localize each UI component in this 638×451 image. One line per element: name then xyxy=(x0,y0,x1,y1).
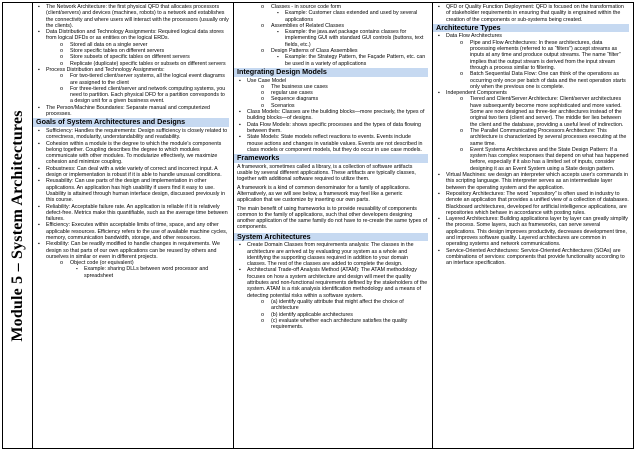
bullet-item xyxy=(36,241,229,260)
bullet-text: Example: sharing DLLs between word processor and spreadsheet xyxy=(84,266,209,279)
bullet-text: Layered Architectures: Building applications layer by layer can greatly simplify the process. Some layers, such as frameworks, can serve several applications. This design improves productivity, decreases development time, and improves software quality. Layered architectures are common in operating systems and network communications. xyxy=(446,216,628,248)
circle-bullet-icon: o xyxy=(261,96,265,103)
bullet-list xyxy=(36,128,229,279)
square-bullet-icon: ▪ xyxy=(277,54,279,60)
square-bullet-icon: ▪ xyxy=(38,29,40,36)
square-bullet-icon: ▪ xyxy=(438,4,440,10)
bullet-text: Example: Customer class extended and used by several applications xyxy=(285,10,418,23)
bullet-text: Event Systems Architectures and the State Design Pattern: If a system has complex responses that depend on what has happened before, especially if it also has a limited set of inputs, consider designing it as an Event System using a State design pattern. xyxy=(470,146,629,172)
sub-sub-bullet-item xyxy=(36,266,229,279)
bullet-text: Classes - in source code form xyxy=(271,4,342,10)
square-bullet-icon: ▪ xyxy=(438,216,440,223)
section-heading: Goals of System Architectures and Designs xyxy=(33,118,229,127)
square-bullet-icon: ▪ xyxy=(239,109,241,116)
sub-bullet-item xyxy=(36,73,229,86)
square-bullet-icon: ▪ xyxy=(38,127,40,134)
square-bullet-icon: ▪ xyxy=(438,190,440,197)
bullet-item xyxy=(237,134,428,153)
bullet-item xyxy=(36,4,229,29)
square-bullet-icon: ▪ xyxy=(438,90,440,97)
circle-bullet-icon: o xyxy=(460,146,464,153)
circle-bullet-icon: o xyxy=(261,317,265,324)
sub-bullet-item xyxy=(436,128,629,147)
section-heading: Frameworks xyxy=(234,154,428,163)
bullet-text: Batch Sequential Data Flow: One can think of the operations as occurring only once per batch of data and the next operation starts only when the previous one is complete. xyxy=(470,71,626,90)
circle-bullet-icon: o xyxy=(60,73,64,80)
sub-bullet-item xyxy=(436,96,629,127)
bullet-text: Replicate (duplicate) specific tables or subsets on different servers xyxy=(70,60,226,67)
section-heading: Integrating Design Models xyxy=(234,68,428,77)
bullet-text: QFD or Quality Function Deployment: QFD is focused on the transformation of stakeholder requirements in ensuring that quality is engrained within the creation of the components or sub-systems being created. xyxy=(446,4,624,23)
sub-bullet-item xyxy=(436,40,629,71)
bullet-list xyxy=(436,4,629,23)
bullet-text: Flexibility: Can be readily modified to handle changes in requirements. We design so that parts of our own applications can be reused by others and ourselves in similar or even in different projects. xyxy=(46,241,220,260)
square-bullet-icon: ▪ xyxy=(277,29,279,35)
bullet-text: (a) identify quality attribute that might affect the choice of architecture xyxy=(271,298,404,312)
section-heading: Architecture Types xyxy=(433,24,629,33)
bullet-item xyxy=(36,204,229,223)
square-bullet-icon: ▪ xyxy=(438,172,440,179)
study-sheet xyxy=(2,2,634,449)
circle-bullet-icon: o xyxy=(460,96,464,103)
square-bullet-icon: ▪ xyxy=(38,241,40,248)
circle-bullet-icon: o xyxy=(261,90,265,97)
square-bullet-icon: ▪ xyxy=(239,242,241,249)
bullet-text: Reusability: Can use parts of the design and implementation in other applications. An application has high usability if users find it easy to use. Usability is attained through human interface design, discussed previously in this course. xyxy=(46,178,226,204)
bullet-text: Example: the java.awt package contains classes for implementing GUI with standard GUI controls (buttons, text fields, etc.) xyxy=(285,29,424,48)
bullet-item xyxy=(36,166,229,179)
bullet-text: Data Flow Models: shows specific processes and the types of data flowing between them. xyxy=(247,121,422,134)
bullet-text: regular use cases xyxy=(271,90,313,97)
bullet-item xyxy=(436,4,629,23)
bullet-text: Use Case Model xyxy=(247,77,287,84)
square-bullet-icon: ▪ xyxy=(38,66,40,73)
bullet-item xyxy=(436,172,629,191)
square-bullet-icon: ▪ xyxy=(38,222,40,229)
paragraph: A framework is a kind of common denominator for a family of applications. Alternatively, as we will see below, a framework may feel like a generic application that we customize by inserting our own parts. xyxy=(237,184,411,204)
bullet-text: Sufficiency: Handles the requirements: Design sufficiency is closely related to correctness, modularity, understandability and readability. xyxy=(46,127,228,141)
bullet-text: Sequence diagrams xyxy=(271,96,319,103)
sub-bullet-item xyxy=(237,318,428,331)
paragraph: The main benefit of using frameworks is to provide reusability of components common to the family of applications, such that other developers designing another application of the same family do not have to re-create the same types of components. xyxy=(237,205,428,231)
column-left xyxy=(33,3,234,448)
section-heading: System Architectures xyxy=(234,233,428,242)
circle-bullet-icon: o xyxy=(261,22,265,29)
bullet-list xyxy=(237,4,428,67)
module-title-cell xyxy=(3,3,33,448)
square-bullet-icon: ▪ xyxy=(38,104,40,111)
bullet-text: Store specific tables on different servers xyxy=(70,48,165,55)
bullet-text: Process Distribution and Technology Assignments: xyxy=(46,66,165,73)
circle-bullet-icon: o xyxy=(261,48,265,55)
bullet-item xyxy=(436,191,629,216)
bullet-list xyxy=(436,33,629,266)
bullet-text: For three-tiered client/server and network computing systems, you need to partition. Each physical DFD for a partition corresponds to a design unit for a given business event. xyxy=(70,85,226,105)
bullet-item xyxy=(436,248,629,267)
square-bullet-icon: ▪ xyxy=(239,267,241,274)
square-bullet-icon: ▪ xyxy=(277,10,279,16)
bullet-item xyxy=(237,267,428,298)
bullet-text: Tiered and Client/Server Architecture: Client/server architectures have subsequently become more sophisticated and more varied. Some are now designed as three-tier architectures instead of the original two tiers (client and server). The middle tier lies between the client and the database, providing a useful level of indirection. xyxy=(470,96,624,128)
sub-sub-bullet-item xyxy=(237,10,428,23)
bullet-text: Scenarios xyxy=(271,102,295,109)
circle-bullet-icon: o xyxy=(261,298,265,305)
square-bullet-icon: ▪ xyxy=(38,203,40,210)
bullet-text: Robustness: Can deal with a wide variety of correct and incorrect input. A design or implementation is robust if it is able to handle unusual conditions. xyxy=(46,165,222,179)
bullet-text: Architectural Trade-off Analysis Method (ATAM): The ATAM methodology focuses on how a system architecture and design will meet the quality attributes and non-functional requirements defined by the stakeholders of the system. ATAM is a risk analysis identification methodology and a means of detecting potential risks within a software system. xyxy=(247,267,428,299)
bullet-text: Independent Components xyxy=(446,90,507,97)
bullet-text: State Models: State models reflect reactions to events. Events include mouse actions and changes in variable values. Events are not described in class models or component models, but they do occur in use case models. xyxy=(247,134,423,153)
bullet-item xyxy=(36,105,229,118)
bullet-text: The Parallel Communicating Processors Architecture: This architecture is characterized by several processes executing at the same time. xyxy=(470,127,627,147)
circle-bullet-icon: o xyxy=(60,48,64,55)
circle-bullet-icon: o xyxy=(60,41,64,48)
sub-sub-bullet-item xyxy=(237,54,428,67)
circle-bullet-icon: o xyxy=(261,102,265,109)
sub-bullet-item xyxy=(436,147,629,172)
bullet-text: (c) evaluate whether each architecture satisfies the quality requirements. xyxy=(271,317,408,331)
bullet-item xyxy=(36,141,229,166)
square-bullet-icon: ▪ xyxy=(38,140,40,147)
bullet-text: Reliability: Acceptable failure rate. An application is reliable if it is relatively defect-free. Metrics make this quantifiable, such as the average time between failures. xyxy=(46,203,228,223)
bullet-text: The business use cases xyxy=(271,83,328,90)
bullet-text: Virtual Machines: we design an interpreter which accepts user's commands in this scripting language. This interpreter serves as an intermediate layer between the operating system and the application. xyxy=(446,172,628,191)
bullet-text: Repository Architectures: The word “repository” is often used in industry to denote an application that provides a unified view of a collection of databases. Blackboard architectures, developed for artificial intelligence applications, are repositories which behave in accordance with posting rules. xyxy=(446,190,629,216)
sub-bullet-item xyxy=(237,299,428,312)
bullet-text: Assemblies of Related Classes xyxy=(271,22,345,29)
square-bullet-icon: ▪ xyxy=(38,165,40,172)
sub-bullet-item xyxy=(36,86,229,105)
bullet-text: Design Patterns of Class Assemblies xyxy=(271,48,358,55)
bullet-list xyxy=(237,242,428,330)
square-bullet-icon: ▪ xyxy=(239,121,241,128)
circle-bullet-icon: o xyxy=(60,85,64,92)
circle-bullet-icon: o xyxy=(60,54,64,61)
bullet-text: Example: the Strategy Pattern, the Façade Pattern, etc. can be used in a variety of applications xyxy=(285,54,426,67)
circle-bullet-icon: o xyxy=(261,311,265,318)
bullet-text: Class Models: Classes are the building blocks—more precisely, the types of building blocks—of designs. xyxy=(247,109,425,122)
bullet-text: Object code (or equivalent) xyxy=(70,260,134,267)
bullet-item xyxy=(36,178,229,203)
bullet-item xyxy=(237,242,428,267)
bullet-text: Cohesion within a module is the degree to which the module's components belong together. Coupling describes the degree to which modules communicate with other modules. To modularize effectively, we maximize cohesion and minimize coupling. xyxy=(46,140,222,166)
bullet-text: Stored all data on a single server xyxy=(70,41,148,48)
square-bullet-icon: ▪ xyxy=(239,77,241,84)
bullet-item xyxy=(237,109,428,122)
bullet-text: (b) identify applicable architectures xyxy=(271,311,353,318)
square-bullet-icon: ▪ xyxy=(38,178,40,185)
bullet-text: Efficiency: Executes within acceptable limits of time, space, and any other applicable resources. Efficiency refers to the use of available machine cycles, memory, communication bandwidth, storage, and other resources. xyxy=(46,222,228,241)
bullet-text: Pipe and Flow Architectures: In these architectures, data processing elements (referred to as “filters”) accept streams as inputs at any time and produce output streams. The name “filter” implies that the output stream is derived from the input stream through a process similar to filtering. xyxy=(470,39,621,71)
bullet-item xyxy=(36,222,229,241)
square-bullet-icon: ▪ xyxy=(239,134,241,141)
bullet-list xyxy=(237,78,428,154)
bullet-item xyxy=(36,29,229,42)
bullet-text: Create Domain Classes from requirements analysis: The classes in the architecture are arrived at by evaluating your system as a whole and identifying the supporting classes required in addition to your domain classes. The rest of the classes are added to complete the design. xyxy=(247,242,414,268)
square-bullet-icon: ▪ xyxy=(438,247,440,254)
square-bullet-icon: ▪ xyxy=(76,266,78,272)
module-title: Module 5 – System Architectures xyxy=(8,109,26,342)
circle-bullet-icon: o xyxy=(460,127,464,134)
bullet-item xyxy=(436,216,629,247)
bullet-text: Service-Oriented Architectures: Service-Oriented Architectures (SOAs) are combinations of services: components that provide functionality according to an interface specification. xyxy=(446,247,625,267)
bullet-text: The Network Architecture: the first physical QFD that allocates processors (client/servers) and devices (machines, robots) to a network and establishes the connectivity and where users will interact with the processors (usually only the clients). xyxy=(46,4,229,29)
bullet-text: Data Flow Architectures xyxy=(446,33,502,40)
bullet-text: Data Distribution and Technology Assignments: Required logical data stores from logical DFDs or as entities on the logical ERDs. xyxy=(46,29,224,42)
paragraph: A framework, sometimes called a library, is a collection of software artifacts usable by several different applications. These artifacts are typically classes, together with additional software required to utilize them. xyxy=(237,163,416,183)
bullet-text: For two-tiered client/server systems, all the logical event diagrams are assigned to the client xyxy=(70,73,225,86)
square-bullet-icon: ▪ xyxy=(438,33,440,40)
circle-bullet-icon: o xyxy=(60,60,64,67)
square-bullet-icon: ▪ xyxy=(38,4,40,10)
sub-bullet-item xyxy=(436,71,629,90)
circle-bullet-icon: o xyxy=(60,260,64,267)
circle-bullet-icon: o xyxy=(460,71,464,78)
circle-bullet-icon: o xyxy=(261,4,265,10)
bullet-text: Store subsets of specific tables on different servers xyxy=(70,54,190,61)
circle-bullet-icon: o xyxy=(460,39,464,46)
bullet-text: The Person/Machine Boundaries: Separate manual and computerized processes. xyxy=(46,104,211,118)
bullet-item xyxy=(237,122,428,135)
bullet-item xyxy=(36,128,229,141)
bullet-list xyxy=(36,4,229,117)
column-middle xyxy=(234,3,433,448)
sub-sub-bullet-item xyxy=(237,29,428,48)
column-right xyxy=(433,3,633,448)
circle-bullet-icon: o xyxy=(261,83,265,90)
